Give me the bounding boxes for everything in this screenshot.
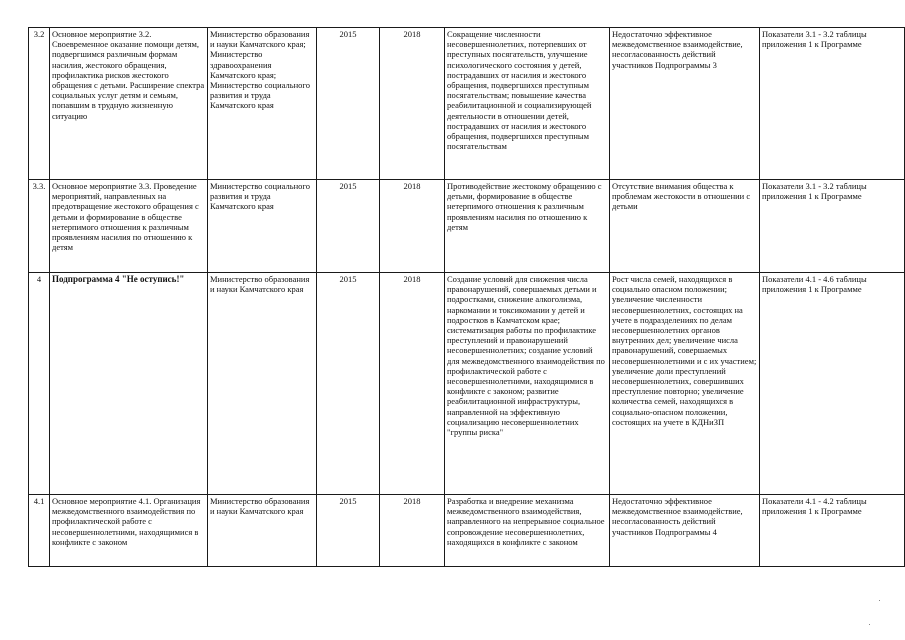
- related-indicators: Показатели 3.1 - 3.2 таблицы приложения 1 к Программе: [760, 28, 905, 180]
- end-year: 2018: [380, 180, 445, 273]
- executor: Министерство социального развития и труда Камчатского края: [208, 180, 317, 273]
- start-year: 2015: [317, 495, 380, 567]
- non-implementation-consequence: Недостаточно эффективное межведомственное взаимодействие, несогласованность действий участников Подпрограммы 3: [610, 28, 760, 180]
- scan-speck: [879, 600, 880, 601]
- expected-result: Сокращение численности несовершеннолетних, потерпевших от преступных посягательств, улучшение психологического состояния у детей, пострадавших от насилия и жестокого обращения, подвергшихся преступным посягательствам; повышение качества реабилитационной и социализирующей деятельности в отношении детей, пострадавших от насилия и жестокого обращения, подвергшихся преступным посягательствам: [445, 28, 610, 180]
- end-year: 2018: [380, 273, 445, 495]
- related-indicators: Показатели 4.1 - 4.2 таблицы приложения 1 к Программе: [760, 495, 905, 567]
- row-number: 3.3.: [29, 180, 50, 273]
- expected-result: Разработка и внедрение механизма межведомственного взаимодействия, направленного на непрерывное социальное сопровождение несовершеннолетних, находящихся в конфликте с законом: [445, 495, 610, 567]
- row-number: 3.2: [29, 28, 50, 180]
- start-year: 2015: [317, 28, 380, 180]
- program-measures-table: [28, 27, 905, 567]
- executor: Министерство образования и науки Камчатского края: [208, 273, 317, 495]
- row-number: 4: [29, 273, 50, 495]
- related-indicators: Показатели 3.1 - 3.2 таблицы приложения 1 к Программе: [760, 180, 905, 273]
- scan-speck: [869, 624, 870, 625]
- end-year: 2018: [380, 495, 445, 567]
- subprogram-title: Подпрограмма 4 "Не оступись!": [50, 273, 208, 495]
- end-year: 2018: [380, 28, 445, 180]
- related-indicators: Показатели 4.1 - 4.6 таблицы приложения 1 к Программе: [760, 273, 905, 495]
- start-year: 2015: [317, 180, 380, 273]
- executor: Министерство образования и науки Камчатского края; Министерство здравоохранения Камчатского края; Министерство социального развития и труда Камчатского края: [208, 28, 317, 180]
- table-row: [29, 28, 905, 180]
- expected-result: Создание условий для снижения числа правонарушений, совершаемых детьми и подростками, снижение алкоголизма, наркомании и токсикомании у детей и подростков в Камчатском крае; систематизация работы по профилактике преступлений и правонарушений несовершеннолетних; создание условий для межведомственного взаимодействия по профилактической работе с несовершеннолетними, находящимися в конфликте с законом; развитие реабилитационной инфраструктуры, направленной на эффективную социализацию несовершеннолетних "группы риска": [445, 273, 610, 495]
- row-number: 4.1: [29, 495, 50, 567]
- measure-name: Основное мероприятие 3.2. Своевременное оказание помощи детям, подвергшимся различным формам насилия, жестокого обращения, профилактика рисков жестокого обращения с детьми. Расширение спектра социальных услуг детям и семьям, попавшим в трудную жизненную ситуацию: [50, 28, 208, 180]
- table-row: [29, 180, 905, 273]
- non-implementation-consequence: Отсутствие внимания общества к проблемам жестокости в отношении с детьми: [610, 180, 760, 273]
- expected-result: Противодействие жестокому обращению с детьми, формирование в обществе нетерпимого отношения к различным проявлениям насилия по отношению к детям: [445, 180, 610, 273]
- measure-name: Основное мероприятие 4.1. Организация межведомственного взаимодействия по профилактической работе с несовершеннолетними, находящимися в конфликте с законом: [50, 495, 208, 567]
- start-year: 2015: [317, 273, 380, 495]
- executor: Министерство образования и науки Камчатского края: [208, 495, 317, 567]
- table-row: [29, 273, 905, 495]
- measure-name: Основное мероприятие 3.3. Проведение мероприятий, направленных на предотвращение жестокого обращения с детьми и формирование в обществе нетерпимого отношения к различным проявлениям насилия по отношению к детям: [50, 180, 208, 273]
- table-row: [29, 495, 905, 567]
- non-implementation-consequence: Недостаточно эффективное межведомственное взаимодействие, несогласованность действий участников Подпрограммы 4: [610, 495, 760, 567]
- non-implementation-consequence: Рост числа семей, находящихся в социально опасном положении; увеличение численности несовершеннолетних, состоящих на учете в подразделениях по делам несовершеннолетних органов внутренних дел; увеличение числа правонарушений, совершаемых несовершеннолетними и с их участием; увеличение доли преступлений несовершеннолетних, совершивших преступление повторно; увеличение количества семей, находящихся в социально-опасном положении, состоящих на учете в КДНиЗП: [610, 273, 760, 495]
